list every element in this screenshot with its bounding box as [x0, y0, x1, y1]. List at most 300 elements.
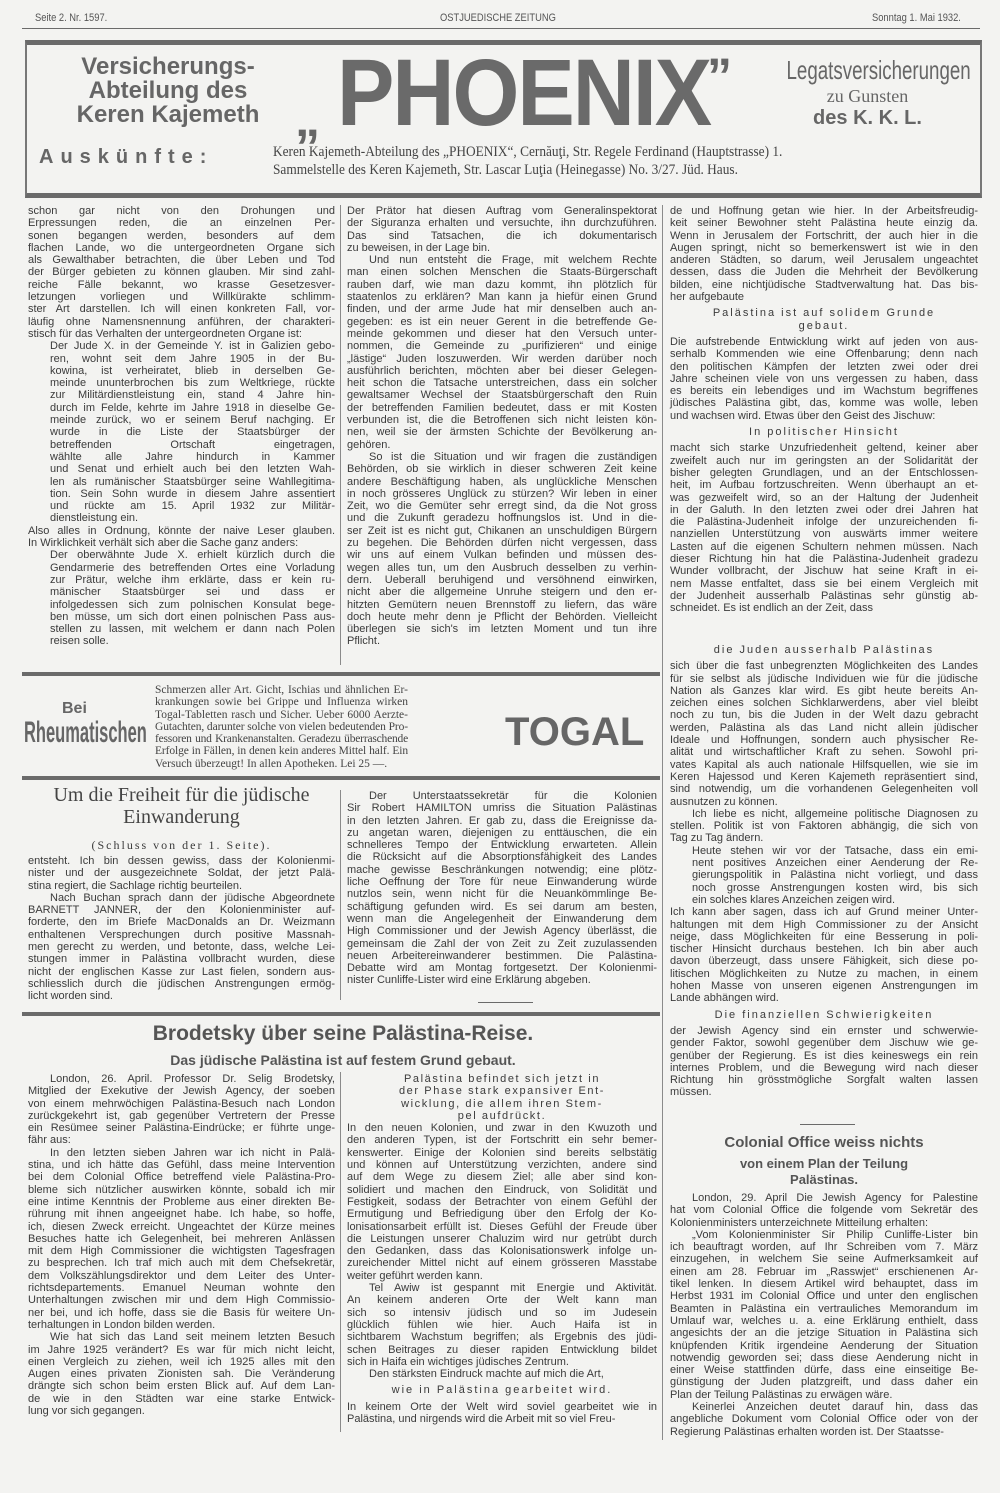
text-line: noch grosse Anstrengungen kosten wird, bis sich [692, 881, 978, 894]
text-line: Keren Hajessod und Keren Kajemeth repräsentiert sind, [670, 770, 978, 783]
text-line: Nach Buchan sprach dann der jüdische Abgeordnete [50, 891, 335, 904]
text-line: zeichen eines solchen Sichklarwerdens, aber viel bleibt [670, 697, 978, 710]
text-line: zu begehen. Die Behörden dürfen nicht vergessen, dass [347, 537, 657, 550]
paragraph [28, 1331, 335, 1417]
text-line: eine intime Kenntnis der Probleme aus einer direkten Be- [28, 1195, 335, 1208]
text-line: wicklung, die allem ihren Stem- [401, 1097, 603, 1110]
text-line: Keinerlei Anzeichen deutet darauf hin, dass das [692, 1401, 978, 1414]
text-line: Heute stehen wir vor der Tatsache, dass ein emi- [692, 844, 978, 857]
text-line: dienstleistung ein. [50, 512, 139, 525]
text-line: ein solches klares Anzeichen zeigen wird. [692, 893, 896, 906]
paragraph [28, 1073, 335, 1147]
text-line: dern. Ueberall beruhigend und versöhnend einwirken, [347, 573, 657, 586]
text-line: sich in Haifa ein wichtiges jüdisches Zentrum. [347, 1355, 569, 1368]
text-line: günstigung der Juden platzgreift, und dass daher ein [670, 1376, 978, 1389]
article-headline: Colonial Office weiss nichts [724, 1134, 924, 1151]
text-line: ich, diesen Zweck erreicht. Ungeachtet der Kürze meines [28, 1220, 335, 1233]
newspaper-title: OSTJUEDISCHE ZEITUNG [440, 12, 556, 24]
text-line: In politischer Hinsicht [749, 426, 899, 439]
text-line: die Leistungen unserer Chaluzim wird nur getrübt durch [347, 1232, 657, 1245]
address-line: Keren Kajemeth-Abteilung des „PHOENIX“, Cernăuţi, Str. Regele Ferdinand (Hauptstrasse) 1. [273, 144, 783, 160]
text-line: sichtbarem Wachstum begriffen; als Ergebnis des jüdi- [347, 1331, 657, 1344]
text-line: Tag zu Tag ändern. [670, 832, 764, 845]
paragraph [347, 1122, 657, 1282]
paragraph [28, 892, 335, 1003]
text-line: mache gewisse Beschränkungen notwendig; eine plötz- [347, 863, 657, 876]
text-line: neuen Arbeitereinwanderer bestimmen. Die Palästina- [347, 949, 657, 962]
text-line: wählte alle Jahre hindurch in Kammer [50, 450, 335, 463]
text-line: Richtung hin grösstmögliche Sorgfalt walten lassen [670, 1074, 978, 1087]
paragraph [670, 845, 978, 906]
text-line: macht sich starke Unzufriedenheit geltend, keiner aber [670, 442, 978, 455]
ad-right-line: des K. K. L. [813, 107, 922, 129]
text-line: Das sind Tatsachen, die ich dokumentarisch [347, 229, 657, 242]
text-line: Ich kann aber sagen, dass ich auf Grund meiner Unter- [670, 906, 978, 919]
text-line: meinde ununterbrochen bis zum Weltkriege, rückte [50, 377, 335, 390]
text-line: dem Volkszählungsdirektor und dem Leiter des Unter- [28, 1269, 335, 1282]
text-line: de wie in den Städten war eine starke Entwick- [28, 1392, 335, 1405]
text-line: „lästige“ Juden loszuwerden. Wir werden darüber noch [347, 352, 657, 365]
text-line: was gezweifelt wird, so an der Haltung der Judenheit [670, 491, 978, 504]
text-line: hohen Masse von unseren eigenen Anstrengungen im [670, 980, 978, 993]
text-line: flachen Lande, wo die untergeordneten Organe sich [28, 241, 335, 254]
colonial-column [670, 1192, 978, 1438]
text-line: Palästina befindet sich jetzt in [403, 1073, 601, 1085]
text-line: stellen. Politik ist von Faktoren abhängig, die sich von [670, 820, 978, 833]
text-line: tikel lenken. In diesem Artikel wird behauptet, dass im [670, 1278, 978, 1291]
paragraph [28, 525, 335, 550]
paragraph [670, 205, 978, 303]
text-line: gender Faktor, sowohl gegenüber dem Jischuw wie ge- [670, 1037, 978, 1050]
text-line: nicht aber die allgemeine Unruhe steigern und den er- [347, 586, 657, 599]
text-line: Die finanziellen Schwierigkeiten [714, 1008, 934, 1021]
text-line: In den letzten sieben Jahren war ich nicht in Palä- [50, 1146, 335, 1159]
paragraph [670, 808, 978, 845]
ad-bei: Bei [62, 700, 87, 717]
column-divider [340, 1072, 341, 1432]
column-divider [662, 205, 663, 1440]
text-line: dieser Richtung hin hat die Palästina-Judenheit gradezu [670, 553, 978, 566]
text-line: stellen zu lassen, mit welchem er dann nach Polen [50, 623, 335, 636]
paragraph [28, 549, 335, 647]
close-quote: ” [707, 48, 732, 104]
text-line: man einen solchen Menschen die Staats-Bürgerschaft [347, 266, 657, 279]
subheading [347, 1384, 657, 1396]
text-line: nister Cunliffe-Lister wird eine Erklärung abgeben. [347, 974, 591, 987]
text-line: angebliche Dokument vom Colonial Office oder von der [670, 1413, 978, 1426]
text-line: ser Zeit ist es nicht gut, Chikanen an unschuldigen Bürgern [347, 524, 657, 537]
text-line: kenswerter. Einige der Kolonien sind bereits selbstätig [347, 1146, 657, 1159]
paragraph [347, 1368, 657, 1380]
text-line: Also alles in Ordnung, könnte der naive Leser glauben. [28, 524, 335, 537]
text-line: ein Resümee seiner Palästina-Eindrücke; er führte unge- [28, 1122, 335, 1135]
paragraph [670, 336, 978, 422]
text-line: zu beweisen, in der Lage bin. [347, 241, 491, 254]
text-line: rührung mit ihnen angeeignet habe. Ich habe, so hoffe, [28, 1208, 335, 1221]
text-line: tischer Hinsicht durchaus bestehen. Ich bin aber auch [670, 943, 978, 956]
text-line: ben müsse, um sich dort einen polnischen Pass aus- [50, 610, 335, 623]
text-line: Tel Awiw ist gespannt mit Energie und Aktivität. [369, 1282, 657, 1295]
paragraph [670, 660, 978, 808]
paragraph [347, 1401, 657, 1426]
paragraph [28, 205, 335, 340]
ad-body-line: Erfolge in Fällen, in denen kein anderes Mittel half. Ein [155, 745, 408, 758]
end-rule [800, 1124, 855, 1125]
text-line: Der Jude X. in der Gemeinde Y. ist in Galizien gebo- [50, 340, 335, 353]
text-line: Ideale und Hoffnungen, sondern auch physischer Re- [670, 734, 978, 747]
text-line: im Jahre 1925 verändert? Es war für mich nicht leicht, [28, 1343, 335, 1356]
text-line: angesichts der an die jetzige Situation in Palästina sich [670, 1327, 978, 1340]
text-line: schnelleres Tempo der Entwicklung erwarteten. Allein [347, 839, 657, 852]
text-line: heit, im Aufbau fortzuschreiten. Wenn überhaupt an et- [670, 479, 978, 492]
text-line: glücklich fühlen wie hier. Auch Haifa ist in [347, 1318, 657, 1331]
text-line: richtsdepartements. Emanuel Neuman wohnte den [28, 1282, 335, 1295]
ad-left-heading [43, 55, 293, 127]
paragraph [670, 906, 978, 1004]
text-line: nommen, die Gemeinde zu „purifizieren“ und einige [347, 340, 657, 353]
column-divider [340, 205, 341, 665]
text-line: de und Hoffnung getan wie hier. In der Arbeitsfreudig- [670, 205, 978, 217]
text-line: schäftigung gefunden wird. Es sei darum am besten, [347, 900, 657, 913]
text-line: len als rumänischer Staatsbürger seine Wahllegitima- [50, 475, 335, 488]
text-line: Augen eines privaten Zionisten sah. Die Veränderung [28, 1368, 335, 1381]
text-line: weiter geführt werden kann. [347, 1269, 483, 1282]
paragraph [347, 205, 657, 254]
text-line: betreffenden Ortschaft eingetragen, [50, 438, 335, 451]
paragraph [347, 1282, 657, 1368]
text-line: bei dem Colonial Office betreffend viele Palästina-Pro- [28, 1171, 335, 1184]
text-line: Palästina, und nirgends wird die Arbeit mit so viel Freu- [347, 1413, 616, 1426]
text-line: lonisationsarbeit erfüllt ist. Dieses Gefühl der Freude über [347, 1220, 657, 1233]
text-line: einen Vergleich zu ziehen, weil ich 1925 alles mit den [28, 1355, 335, 1368]
brodetsky-column-1 [28, 1073, 335, 1417]
text-line: Die aufstrebende Entwicklung wirkt auf jeden von aus- [670, 335, 978, 348]
text-line: schneidet. Es ist endlich an der Zeit, dass [670, 602, 873, 615]
subheading [670, 426, 978, 438]
text-line: men gerecht zu werden, und betonte, dass, welche Lei- [28, 941, 335, 954]
text-line: Der Prätor hat diesen Auftrag vom Generalinspektorat [347, 205, 657, 217]
text-line: der Siguranza erhalten und versuchte, ihn durchzuführen. [347, 217, 657, 230]
text-line: enthaltenen Versprechungen durch positive Massnah- [28, 928, 335, 941]
text-line: Wie hat sich das Land seit meinem letzten Besuch [50, 1331, 335, 1344]
text-line: schon gar nicht von den Drohungen und [28, 205, 335, 217]
text-line: den anderen Typen, ist der Fortschritt ein sehr bemer- [347, 1134, 657, 1147]
text-line: sich so intensiv jüdisch und so im Judesein [347, 1306, 657, 1319]
text-line: Jahre scheinen viele von uns vergessen zu haben, dass [670, 372, 978, 385]
text-line: fähr aus: [28, 1134, 71, 1147]
text-line: zureichender Mittel nicht auf einem grösseren Masstabe [347, 1257, 657, 1270]
text-line: In Wirklichkeit verhält sich aber die Sache ganz anders: [28, 537, 299, 550]
text-line: als Gewalthaber betrachten, die über Leben und Tod [28, 254, 335, 267]
paragraph [670, 1401, 978, 1438]
phoenix-brand: PHOENIX [337, 40, 711, 146]
text-line: stina regiert, die Sachlage richtig beurteilen. [28, 879, 243, 892]
togal-advertisement [22, 676, 660, 776]
paragraph [347, 790, 657, 987]
text-line: gegeben: es ist ein neuer Gerent in die betreffende Ge- [347, 315, 657, 328]
text-line: hat vom Colonial Office die folgende vom Sekretär des [670, 1204, 978, 1217]
text-line: Den stärksten Eindruck machte auf mich die Art, [369, 1368, 604, 1381]
text-line: bleme sich nützlicher auswirken könnte, sobald ich mir [28, 1183, 335, 1196]
text-line: bisher gelegten Grundlagen, und an der Entschlossen- [670, 466, 978, 479]
text-line: nanziellen Unterstützung von auswärts immer weitere [670, 528, 978, 541]
article-headline: Brodetsky über seine Palästina-Reise. [152, 1022, 534, 1045]
text-line: gierungspolitik in Palästina nicht vorliegt, und dass [692, 869, 978, 882]
text-line: Pflicht. [347, 635, 381, 648]
text-line: High Commissioner und der Jewish Agency überlässt, die [347, 925, 657, 938]
paragraph [670, 1192, 978, 1229]
text-line: Erpressungen reden, die an einzelnen Per- [28, 217, 335, 230]
text-line: Sir Robert HAMILTON umriss die Situation Palästinas [347, 802, 657, 815]
text-line: gewaltsamer Wechsel der Staatsbürgerschaft den Ruin [347, 389, 657, 402]
text-line: mänischer Staatsbürger sei und dass er [50, 586, 335, 599]
text-line: und die Zukunft geradezu hoffnungslos ist. Und in die- [347, 512, 657, 525]
text-line: stisch für das Verhalten der untergeordneten Organe ist: [28, 327, 302, 340]
article-subheadline: Das jüdische Palästina ist auf festem Grund gebaut. [170, 1052, 516, 1068]
text-line: ren, wohnt seit dem Jahre 1905 in der Bu- [50, 352, 335, 365]
togal-brand: TOGAL [505, 710, 645, 754]
text-line: reiche Fälle bekannt, wo krasse Gesetzesver- [28, 278, 335, 291]
text-line: Der oberwähnte Jude X. erhielt kürzlich durch die [50, 549, 335, 562]
text-line: doch heute mehr denn je Pflicht der Behörden. Vielleicht [347, 610, 657, 623]
text-line: internes Problem, und die Bewegung wird nach dieser [670, 1061, 978, 1074]
text-line: Augen springt, nicht so bemerkenswert ist wie in den [670, 241, 978, 254]
text-line: drängte sich schon beim ersten Blick auf. Auf dem Lan- [28, 1380, 335, 1393]
text-line: sich über die fast unbegrenzten Möglichkeiten des Landes [670, 660, 978, 673]
text-line: neige, dass Möglichkeiten für eine Besserung in poli- [670, 930, 978, 943]
text-line: Ermutigung und Befriedigung über den Erfolg der Ko- [347, 1208, 657, 1221]
text-line: meinde gekommen und dieser hat den Versuch unter- [347, 327, 657, 340]
freiheit-column-1 [28, 855, 335, 1003]
text-line: wurde in die Liste der Staatsbürger der [50, 426, 335, 439]
text-line: die Rücksicht auf die Absorptionsfähigkeit des Landes [347, 851, 657, 864]
column-3-b [670, 640, 978, 1099]
text-line: sonen begangen werden, besonders auf dem [28, 229, 335, 242]
text-line: Regierung Palästinas erhalten worden ist. Der Staatsse- [670, 1425, 944, 1438]
text-line: lung vor sich gegangen. [28, 1405, 145, 1418]
text-line: den politischen Kämpfen der letzten zwei oder drei [670, 360, 978, 373]
text-line: wir uns auf einem Vulkan befinden und müssen des- [347, 549, 657, 562]
text-line: es bereits ein lebendiges und im Wachstum begriffenes [670, 385, 978, 398]
text-line: den Gedanken, dass das Kolonisationswerk infolge un- [347, 1245, 657, 1258]
text-line: zweifelt auch nur im geringsten an der Solidarität der [670, 454, 978, 467]
text-line: und können auf Unterstützung verzichten, andere sind [347, 1159, 657, 1172]
text-line: ster Art darstellen. Ich will einen konkreten Fall, vor- [28, 303, 335, 316]
text-line: davon überzeugt, dass unsere Fähigkeit, sich diese po- [670, 955, 978, 968]
text-line: für sie selbst als jüdische Individuen wie für die jüdische [670, 672, 978, 685]
text-line: zu besprechen. Ich traf mich auch mit dem Chefsekretär, [28, 1257, 335, 1270]
text-line: Unterhaltungen zwischen mir und dem High Commissio- [28, 1294, 335, 1307]
ad-left-line: Abteilung des [88, 77, 248, 104]
text-line: Der Unterstaatssekretär für die Kolonien [369, 790, 657, 802]
text-line: in der Galuth. In den letzten zwei oder drei Jahren hat [670, 503, 978, 516]
paragraph [670, 1229, 978, 1401]
text-line: finden, und der arme Jude hat mir denselben auch an- [347, 303, 657, 316]
subheading [347, 1073, 657, 1122]
text-line: nem Masse entfaltet, dass sie bei einem Vergleich mit [670, 577, 978, 590]
text-line: Wenn in Jerusalem der Fortschritt, der auch hier in die [670, 229, 978, 242]
ad-right-line: zu Gunsten [826, 86, 909, 106]
text-line: knüpfenden Kritik irgendeine Aenderung der Situation [670, 1339, 978, 1352]
ad-left-line: Keren Kajemeth [76, 101, 260, 128]
text-line: infolgedessen sich zum polnischen Konsulat bege- [50, 598, 335, 611]
section-rule [22, 1012, 660, 1016]
text-line: serhalb Kommenden wie eine Offenbarung; denn nach [670, 348, 978, 361]
ad-body-line: Versuch überzeugt! In allen Apotheken. Lei 25 —. [155, 757, 388, 770]
ad-body-line: krankungen sowie bei Grippe und Influenza wirken [155, 696, 408, 709]
text-line: In keinem Orte der Welt wird soviel gearbeitet wie in [347, 1400, 657, 1413]
text-line: keit seiner Bewohner steht Palästina heute einzig da. [670, 217, 978, 230]
subheading [670, 1009, 978, 1021]
text-line: solidiert und machen den Eindruck, von Solidität und [347, 1183, 657, 1196]
text-line: Beamten in Palästina ein vertrauliches Memorandum im [670, 1302, 978, 1315]
header-rule [22, 28, 980, 29]
text-line: der Bürger gebieten zu können glauben. Mir sind zahl- [28, 266, 335, 279]
paragraph [347, 451, 657, 648]
text-line: werden, Palästina als das Land nicht allein jüdischer [670, 721, 978, 734]
text-line: wenn man die Angelegenheit der Einwanderung dem [347, 912, 657, 925]
text-line: rauben darf, wie man dazu kommt, ihn plötzlich für [347, 278, 657, 291]
text-line: meinde zurück, wo er seinem Beruf nachging. Er [50, 414, 335, 427]
text-line: ner bei, und ich hoffe, dass sie die Basis für weitere Un- [28, 1306, 335, 1319]
text-line: gebaut. [798, 319, 850, 332]
column-2-top [347, 205, 657, 648]
text-line: Palästina ist auf solidem Grunde [712, 307, 936, 320]
text-line: einzugehen, in welchem Sie seine Aufmerksamkeit auf [670, 1253, 978, 1266]
text-line: reisen solle. [50, 635, 109, 648]
text-line: wie in Palästina gearbeitet wird. [391, 1384, 613, 1397]
text-line: und wachsen wird. Etwas über den Geist des Jischuw: [670, 409, 936, 422]
text-line: kowina, ist verheiratet, blieb in derselben Ge- [50, 364, 335, 377]
issue-date: Sonntag 1. Mai 1932. [872, 12, 961, 24]
text-line: Mitglied der Exekutive der Jewish Agency, der soeben [28, 1085, 335, 1098]
text-line: An keinem anderen Orte der Welt kann man [347, 1294, 657, 1307]
text-line: ich beauftragt worden, auf Ihr Schreiben vom 7. März [670, 1241, 978, 1254]
text-line: müssen. [670, 1086, 712, 1099]
info-label: Auskünfte: [39, 146, 214, 168]
text-line: Kolonienministers unterzeichnete Mitteilung erhalten: [670, 1216, 929, 1229]
ad-address [273, 143, 782, 179]
text-line: gemeinsam die Zahl der von Zeit zu Zeit zuzulassenden [347, 937, 657, 950]
text-line: durch im Felde, kehrte im Jahre 1918 in dieselbe Ge- [50, 401, 335, 414]
text-line: BARNETT JANNER, der den Kolonienminister auf- [28, 904, 335, 917]
text-line: alität und wirtschaftlicher Kraft zu sehen. Sowohl pri- [670, 746, 978, 759]
column-divider [340, 790, 341, 1000]
text-line: läufig ohne Namensnennung anführen, der charakteri- [28, 315, 335, 328]
subheading [670, 307, 978, 332]
text-line: in noch grösseres Unglück zu stürzen? Wir leben in einer [347, 487, 657, 500]
text-line: Lasten auf die eigenen Schultern nehmen müssen. Nach [670, 540, 978, 553]
text-line: her aufgebaute [670, 291, 745, 304]
ad-right-heading [755, 55, 980, 130]
text-line: einen am 28. Februar im „Rasswjet“ erschienenen Ar- [670, 1265, 978, 1278]
column-1-top [28, 205, 335, 648]
text-line: nutzlos sein, wenn nicht für die Neuankömmlinge Be- [347, 888, 657, 901]
text-line: stina, und ich hätte das Gefühl, dass meine Intervention [28, 1159, 335, 1172]
ad-rule-bottom [22, 776, 660, 780]
text-line: Besuches hatte ich Gelegenheit, bei mehreren Anlässen [28, 1232, 335, 1245]
article-headline: Um die Freiheit für die jüdische Einwanderung [53, 784, 310, 828]
text-line: in den letzten Jahren. Er gab zu, dass die Ereignisse da- [347, 814, 657, 827]
subheading [670, 644, 978, 656]
text-line: jüdisches Palästina gibt, das, komme was wolle, leben [670, 397, 978, 410]
text-line: Nation als Ganzes klar wird. Es gibt heute bereits An- [670, 684, 978, 697]
text-line: andere Beschäftigung haben, als unglückliche Menschen [347, 475, 657, 488]
text-line: überlegen sie sich's im letzten Moment und tun ihre [347, 623, 657, 636]
text-line: notwendig geworden sei; dass diese Aenderung nicht in [670, 1351, 978, 1364]
text-line: tion. Sein Sohn wurde in diesem Jahre assentiert [50, 487, 335, 500]
text-line: forderte, den im Briefe MacDonalds an Dr. Weizmann [28, 916, 335, 929]
page-number: Seite 2. Nr. 1597. [35, 12, 108, 24]
freiheit-column-2 [347, 790, 657, 987]
text-line: anderen Städten, so darum, weil Jerusalem ungeachtet [670, 254, 978, 267]
text-line: Plan der Teilung Palästinas zu erwägen wäre. [670, 1388, 893, 1401]
text-line: Zeit, wo die Gemüter sehr erregt sind, da die Not gross [347, 500, 657, 513]
ad-body [155, 684, 408, 770]
text-line: ausnutzen zu können. [670, 795, 778, 808]
text-line: und Senat und erhielt auch bei den letzten Wah- [50, 463, 335, 476]
text-line: schen Beitrages zu dieser rapiden Entwicklung bildet [347, 1343, 657, 1356]
open-quote: „ [295, 91, 320, 147]
phoenix-advertisement [25, 40, 982, 198]
text-line: bilden, eine nichtjüdische Stadtverwaltung hat. Das bis- [670, 278, 978, 291]
brodetsky-column-2 [347, 1073, 657, 1425]
text-line: Wunder vollbracht, der Jischuw hat seine Kraft in ei- [670, 565, 978, 578]
ad-body-line: fessoren und Krankenanstalten. Geradezu überraschende [155, 733, 408, 746]
paragraph [670, 442, 978, 614]
ad-body-line: Gutachten, darunter solche von vielen bedeutenden Pro- [155, 720, 408, 733]
article-headline-line: von einem Plan der Teilung [739, 1156, 909, 1171]
text-line: Und nun entsteht die Frage, mit welchem Rechte [369, 254, 657, 267]
text-line: genüber der Regierung. Es ist dies keineswegs ein rein [670, 1049, 978, 1062]
text-line: nicht der englischen Kasse zur Last fielen, sondern aus- [28, 965, 335, 978]
text-line: verbunden ist, die die Betroffenen sich nicht leisten kön- [347, 414, 657, 427]
text-line: der Phase stark expansiver Ent- [398, 1085, 606, 1098]
text-line: Behörden, ob sie wirklich in dieser schweren Zeit keine [347, 463, 657, 476]
text-line: staatenlos zu erklären? Man kann ja hiefür einen Grund [347, 291, 657, 304]
text-line: Lande abhängen wird. [670, 992, 779, 1005]
address-line: Sammelstelle des Keren Kajemeth, Str. Lascar Luţia (Heinegasse) No. 3/27. Jüd. Haus. [273, 162, 738, 178]
text-line: der betreffenden Familien bedeutet, dass er mit Kosten [347, 401, 657, 414]
text-line: noch zu tun, bis die Juden in der Welt dazu gebracht [670, 709, 978, 722]
text-line: licht worden sind. [28, 990, 113, 1003]
text-line: der Jewish Agency sind ein ernster und schwerwie- [670, 1024, 978, 1037]
text-line: schliesslich durch die jüdischen Anstrengungen ermög- [28, 977, 335, 990]
text-line: die Juden ausserhalb Palästinas [713, 644, 935, 656]
text-line: terhaltungen in London bilden werden. [28, 1318, 216, 1331]
text-line: und rückte am 15. April 1932 zur Militär- [50, 500, 335, 513]
column-3-a [670, 205, 978, 615]
text-line: die Palästina-Judenheit infolge der unzureichenden fi- [670, 516, 978, 529]
text-line: gehören. [347, 438, 391, 451]
text-line: So ist die Situation und wir fragen die zuständigen [369, 450, 657, 463]
text-line: nen, weil sie der ärmsten Schichte der Bevölkerung an- [347, 426, 657, 439]
ad-rheumatischen: Rheumatischen [24, 716, 147, 749]
paragraph [28, 855, 335, 892]
ad-body-line: Schmerzen aller Art. Gicht, Ischias und ähnlichen Er- [155, 684, 408, 696]
text-line: Debatte wird am Montag fortgesetzt. Der Kolonienmi- [347, 962, 657, 975]
text-line: stungen immer in Palästina vollbracht wurden, diese [28, 953, 335, 966]
text-line: Festigkeit, sodass der Betrachter von einem Gefühl der [347, 1195, 657, 1208]
text-line: der Judenheit ausserhalb Palästinas sehr günstig ab- [670, 589, 978, 602]
text-line: In den neuen Kolonien, und zwar in den Kwuzoth und [347, 1122, 657, 1135]
text-line: zurückgekehrt ist, gab gegenüber Vertretern der Presse [28, 1109, 335, 1122]
text-line: auf dem Wege zu diesem Ziel; alle aber sind kon- [347, 1171, 657, 1184]
text-line: von einem mehrwöchigen Palästina-Besuch nach London [28, 1097, 335, 1110]
text-line: London, 29. April Die Jewish Agency for Palestine [692, 1192, 978, 1204]
text-line: letzungen vorliegen und Willkürakte schlimm- [28, 291, 335, 304]
text-line: liche Oeffnung der Tore für neue Einwanderung würde [347, 876, 657, 889]
